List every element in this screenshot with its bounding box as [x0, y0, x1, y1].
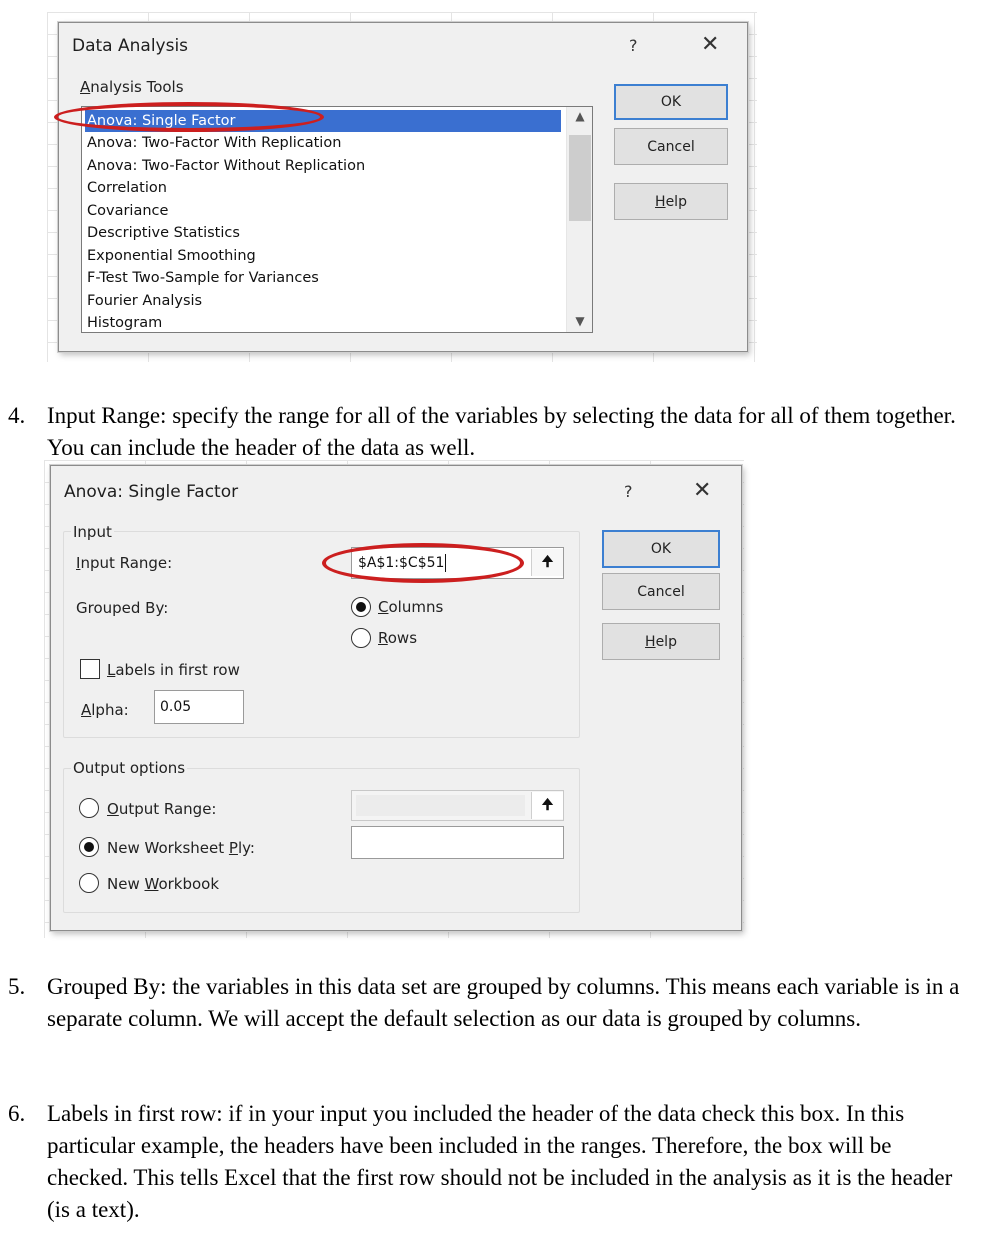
collapse-dialog-icon[interactable]: 🠉 — [531, 792, 563, 819]
output-options-label: Output options — [73, 759, 186, 777]
scroll-up-icon[interactable]: ▲ — [575, 109, 585, 123]
list-item[interactable]: Anova: Two-Factor Without Replication — [87, 157, 366, 174]
list-item[interactable]: Fourier Analysis — [87, 292, 203, 309]
list-item[interactable]: F-Test Two-Sample for Variances — [87, 270, 319, 286]
output-range-label[interactable]: Output Range: — [107, 800, 217, 818]
rows-radio[interactable] — [351, 628, 371, 648]
step-text: Input Range: specify the range for all of the variables by selecting the data for all of them together. You can include the header of the data as well. — [47, 403, 956, 460]
analysis-tools-list[interactable] — [81, 106, 593, 333]
step-number: 4. — [8, 403, 26, 428]
cancel-button[interactable]: Cancel — [602, 573, 720, 610]
collapse-dialog-icon[interactable]: 🠉 — [531, 549, 563, 576]
input-range-label: Input Range: — [76, 554, 173, 572]
step-number: 5. — [8, 974, 26, 999]
step-number: 6. — [8, 1101, 26, 1126]
list-item[interactable]: Histogram — [87, 315, 163, 331]
list-item[interactable]: Exponential Smoothing — [87, 247, 256, 264]
cancel-button[interactable]: Cancel — [614, 128, 728, 165]
analysis-tools-label: Analysis Tools — [80, 78, 184, 96]
list-item[interactable]: Covariance — [87, 202, 169, 219]
anova-single-factor-dialog — [50, 465, 742, 931]
list-item[interactable]: Anova: Two-Factor With Replication — [87, 135, 342, 151]
help-button[interactable]: H elp — [602, 623, 720, 660]
close-icon[interactable]: ✕ — [693, 478, 712, 503]
new-worksheet-ply-radio[interactable] — [79, 837, 99, 857]
help-question-icon[interactable]: ? — [629, 36, 638, 55]
labels-first-row-checkbox[interactable] — [80, 659, 100, 679]
list-scrollbar[interactable] — [566, 107, 592, 332]
labels-first-row-label[interactable]: Labels in first row — [107, 661, 240, 679]
new-workbook-radio[interactable] — [79, 873, 99, 893]
alpha-field[interactable]: 0.05 — [154, 690, 244, 724]
ok-button[interactable]: OK — [614, 84, 728, 120]
input-range-field[interactable] — [351, 547, 564, 579]
output-range-field[interactable] — [351, 790, 564, 821]
columns-radio-label[interactable]: Columns — [378, 598, 444, 616]
ok-button[interactable]: OK — [602, 530, 720, 568]
output-range-radio[interactable] — [79, 798, 99, 818]
alpha-label: Alpha: — [81, 701, 129, 719]
scroll-thumb[interactable] — [569, 135, 591, 221]
list-item[interactable]: Descriptive Statistics — [87, 225, 240, 241]
dialog-title: Data Analysis — [72, 36, 189, 56]
input-range-value: $A$1:$C$51 — [358, 555, 445, 571]
new-workbook-label[interactable]: New Workbook — [107, 875, 220, 893]
list-item[interactable]: Anova: Single Factor — [85, 110, 561, 132]
step-text: Grouped By: the variables in this data set are grouped by columns. This means each variable is in a separate column. We will accept the default selection as our data is grouped by columns. — [47, 974, 960, 1031]
dialog-title: Anova: Single Factor — [64, 482, 239, 502]
new-worksheet-ply-field[interactable] — [351, 826, 564, 859]
list-item[interactable]: Correlation — [87, 180, 167, 196]
help-question-icon[interactable]: ? — [624, 482, 633, 501]
scroll-down-icon[interactable]: ▼ — [575, 314, 585, 328]
help-button[interactable]: H elp — [614, 183, 728, 220]
step-text: Labels in first row: if in your input you included the header of the data check this box. In this particular example, the headers have been included in the ranges. Therefore, the box will be checked. This tells Excel that the first row should not be included in the analysis as it is the header (is a text). — [47, 1101, 953, 1222]
new-worksheet-ply-label[interactable]: New Worksheet Ply: — [107, 839, 255, 857]
input-group-label: Input — [73, 523, 112, 541]
columns-radio[interactable] — [351, 597, 371, 617]
rows-radio-label[interactable]: Rows — [378, 629, 418, 647]
close-icon[interactable]: ✕ — [701, 32, 720, 57]
grouped-by-label: Grouped By: — [76, 599, 169, 617]
data-analysis-dialog — [58, 22, 748, 352]
